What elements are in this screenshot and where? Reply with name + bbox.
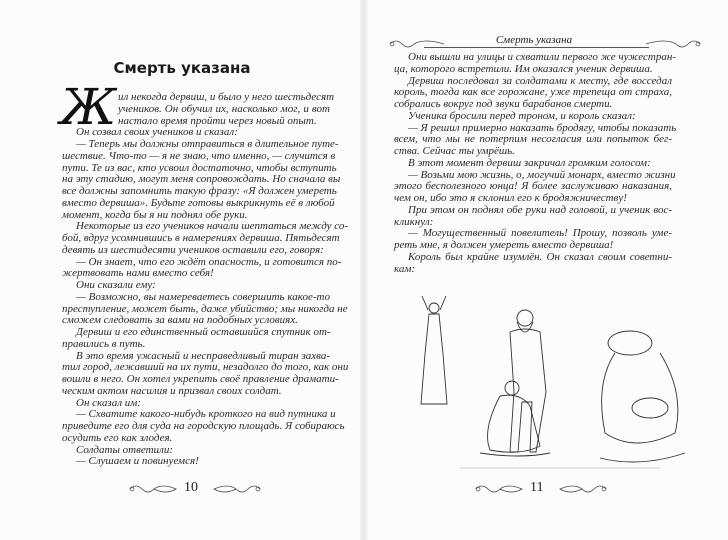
- illustration-dervish-before-king: [400, 288, 690, 488]
- text-line: на эту стадию, могут меня сопровождать. Но сначала вы: [62, 173, 341, 186]
- text-line: — Возьми мою жизнь, о, могучий монарх, вместо жизни: [408, 168, 676, 181]
- paragraph: [62, 456, 330, 468]
- text-line: преступление, может быть, даже убийство; мы никогда не: [62, 302, 348, 315]
- text-line: вошли в него. Он хотел укрепить своё правление драмати-: [62, 373, 339, 385]
- text-line: ческим актом насилия и призвал своих солдат.: [62, 384, 282, 397]
- header-rule: [424, 47, 649, 48]
- text-line: жертвовать нами вместо себя!: [62, 267, 214, 280]
- paragraph: [62, 138, 341, 221]
- paragraph: [394, 158, 672, 170]
- text-line: — Схватите какого-нибудь кроткого на вид путника и: [76, 408, 336, 421]
- paragraph: [394, 51, 676, 76]
- text-line: собрались вокруг под звуки барабанов смерти.: [394, 98, 613, 110]
- text-line: момент, когда бы я ни поднял обе руки.: [62, 208, 248, 221]
- text-line: всем, что мы не потерпим несогласия или попыток бег-: [394, 133, 672, 146]
- text-line: В этот момент дервиш закричал громким голосом:: [408, 156, 651, 169]
- text-line: осудить его как злодея.: [62, 431, 173, 444]
- header-right-ornament-icon: [646, 37, 702, 51]
- paragraph: [62, 220, 349, 256]
- paragraph: [394, 76, 672, 111]
- running-head: Смерть указана: [495, 34, 573, 46]
- text-line: вместо дервиша». Будьте готовы выкрикнуть её в любой: [62, 196, 335, 209]
- left-ornament-icon: [128, 482, 178, 496]
- paragraph: [394, 252, 672, 276]
- text-line: — Могущественный повелитель! Прошу, позволь уме-: [408, 227, 672, 240]
- text-line: тил город, лежавший на их пути, незадолго до того, как они: [62, 361, 349, 374]
- text-line: шествие. Что-то — я не знаю, что именно, — случится в: [62, 149, 336, 162]
- text-line: чем он, ибо это я склонил его к бродяжничеству!: [394, 192, 627, 204]
- footer-right-ornament-icon: [558, 482, 608, 496]
- text-line: При этом он поднял обе руки над головой, и ученик вос-: [408, 203, 672, 216]
- text-line: король, тогда как все горожане, уже трепеща от страха,: [394, 86, 672, 99]
- paragraph: [394, 205, 672, 229]
- paragraph: [394, 228, 672, 252]
- footer-left-ornament-icon: [474, 482, 524, 496]
- text-line: Дервиш последовал за солдатами к месту, где восседал: [408, 74, 672, 87]
- text-line: сможем следовать за вами на подобных условиях.: [62, 314, 298, 327]
- text-line: Он созвал своих учеников и сказал:: [76, 126, 238, 139]
- paragraph: [62, 91, 335, 127]
- text-line: Некоторые из его учеников начали шептаться между со-: [76, 220, 349, 233]
- text-line: бой, вдруг усомнившись в намерениях дервиша. Пятьдесят: [62, 232, 340, 244]
- text-line: Они сказали ему:: [76, 279, 156, 291]
- drop-cap: Ж: [60, 78, 117, 136]
- text-line: этого бесполезного юнца! Я более заслуживаю наказания,: [394, 180, 672, 193]
- paragraph: [394, 168, 676, 205]
- text-line: — Он знает, что его ждёт опасность, и готовится по-: [76, 255, 342, 268]
- right-ornament-icon: [212, 482, 262, 496]
- text-line: пути. Те из вас, кто усвоил достаточно, чтобы вступить: [62, 161, 337, 174]
- paragraph: [394, 111, 672, 123]
- text-line: правились в путь.: [62, 337, 146, 350]
- page-number: 11: [530, 480, 544, 495]
- paragraph: [394, 121, 677, 158]
- text-line: В это время ужасный и несправедливый тиран захва-: [76, 349, 330, 362]
- left-text-column: [62, 91, 349, 468]
- text-line: ил некогда дервиш, и было у него шестьдесят: [118, 91, 335, 103]
- text-line: кликнул:: [394, 215, 434, 228]
- right-page: [364, 0, 728, 540]
- text-line: — Возможно, вы намереваетесь совершить какое-то: [76, 290, 330, 303]
- paragraph: [62, 255, 342, 281]
- text-line: ца, которого встретили. Им оказался ученик дервиша.: [394, 62, 653, 75]
- text-line: — Слушаем и повинуемся!: [76, 455, 199, 468]
- text-line: девять из шестидесяти учеников оставили его, говоря:: [62, 243, 324, 256]
- text-line: Король был крайне изумлён. Он сказал своим советни-: [408, 250, 672, 263]
- text-line: ства. Сейчас ты умрёшь.: [394, 145, 515, 157]
- text-line: учеников. Он обучил их, насколько мог, и вот: [118, 102, 330, 115]
- text-line: все должны запомнить такую фразу: «Я должен умереть: [62, 185, 337, 197]
- text-line: приведите его для суда на городскую площадь. Я собираюсь: [62, 420, 345, 432]
- text-line: Они вышли на улицы и схватили первого же чужестран-: [408, 51, 676, 63]
- text-line: Дервиш и его единственный оставшийся спутник от-: [76, 326, 331, 338]
- text-line: Солдаты ответили:: [76, 443, 174, 456]
- right-text-column: [394, 51, 677, 275]
- page-number: 10: [184, 480, 198, 495]
- text-line: Он сказал им:: [76, 396, 141, 409]
- text-line: Ученика бросили перед троном, и король сказал:: [408, 109, 636, 122]
- paragraph: [62, 290, 348, 327]
- text-line: реть мне, я должен умереть вместо дервиша!: [394, 239, 614, 251]
- paragraph: [62, 349, 349, 398]
- text-line: настало время пройти через новый опыт.: [118, 114, 317, 127]
- paragraph: [62, 408, 345, 444]
- text-line: кам:: [394, 262, 416, 275]
- text-line: — Теперь мы должны отправиться в длительное путе-: [76, 138, 339, 150]
- chapter-title: Смерть указана: [113, 59, 251, 77]
- paragraph: [62, 280, 330, 292]
- text-line: — Я решил примерно наказать бродягу, чтобы показать: [408, 121, 677, 134]
- paragraph: [62, 327, 330, 351]
